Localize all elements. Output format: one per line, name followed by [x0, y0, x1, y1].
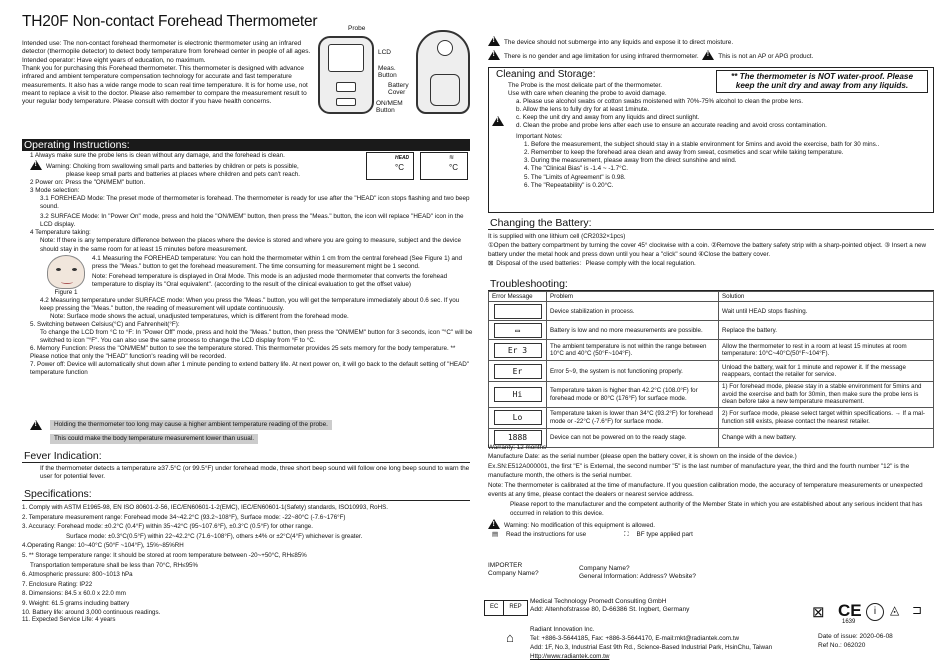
spec-item: 8. Dimensions: 84.5 x 60.0 x 22.0 mm [22, 590, 126, 598]
intended-use: Intended use: The non-contact forehead thermometer is electronic thermometer using an infrared detector (thermopile detector) to detect body temperature from forehead center in people of all ages. [22, 40, 311, 56]
spec-title: Specifications: [22, 488, 470, 501]
op-step: 1 Always make sure the probe lens is clean without any damage, and the forehead is clean. [30, 152, 285, 159]
warranty-line: Warranty: 12 months [488, 444, 547, 451]
on-mem-button [336, 98, 356, 106]
lcd-unit: °C [449, 163, 458, 172]
fever-text: If the thermometer detects a temperature ≥37.5°C (or 99.5°F) under forehead mode, three short beep sound will follow one long beep sound to warn the user for potential fever. [40, 465, 470, 481]
device-back [416, 30, 470, 114]
important-item: 3. During the measurement, please away from the direct sunshine and wind. [524, 157, 737, 165]
calibration-note: Note: The thermometer is calibrated at the time of manufacture. If you question calibration mode, the accuracy of temperature measurements or unexpected events at any time, please contact the dealers or nearest service address. [488, 481, 923, 499]
clean-item: b. Allow the lens to fully dry for at least 1minute. [516, 106, 650, 114]
spec-item: 2. Temperature measurement range: Forehead mode 34~42.2°C (93.2~108°F), Surface mode: -22~80°C (-7.6~176°F) [22, 513, 346, 521]
clean-item: Use with care when cleaning the probe to avoid damage. [508, 90, 667, 98]
clean-item: The Probe is the most delicate part of the thermometer. [508, 82, 662, 89]
warning-text-2: This could make the body temperature measurement lower than usual. [50, 434, 258, 444]
intro-paragraph: Thank you for purchasing this Forehead thermometer. This thermometer is designed with advance infrared and ambient temperature compensation technology for accurate and fast temperature measurements. It also has a wide range mode to scan real time temperature. It is for home use, not meant to replace a visit to the doctor. Please also remember to compare the measurement result to your regular body temperature. Please consult with doctor if you have health concerns. [22, 64, 308, 106]
rep-label: REP [509, 604, 522, 610]
probe-lens [437, 40, 453, 56]
book-icon: ▤ [492, 530, 498, 538]
important-item: 5. The "Limits of Agreement" is 0.98. [524, 173, 626, 181]
solution-cell: 2) For surface mode, please select target within specifications. → If a mal-function still exists, please contact the nearest retailer. [719, 407, 934, 428]
important-title: Important Notes: [516, 133, 563, 141]
important-item: 4. The "Clinical Bias" is -1.4 ~ -1.7°C. [524, 165, 628, 173]
error-code: Lo [494, 410, 542, 425]
manufacturer-website: Http://www.radiantek.com.tw [530, 653, 610, 661]
table-row [489, 340, 934, 361]
clean-item: d. Clean the probe and probe lens after each use to ensure an accurate reading and avoid cross contamination. [516, 122, 827, 130]
importer-company: Company Name? [488, 570, 539, 578]
spec-item: 10. Battery life: around 3,000 continuous readings. [22, 608, 161, 616]
battery-cover [430, 74, 460, 106]
warning-icon [702, 50, 714, 60]
op-substep: 3.1 FOREHEAD Mode: The preset mode of thermometer is forehead. The thermometer is ready for use after the "HEAD" icon stops flashing and two beep sound. [40, 195, 470, 211]
table-row [489, 407, 934, 428]
important-item: 1. Before the measurement, the subject should stay in a stable environment for 5mins and avoid the exercise, bath for 30 mins.. [524, 141, 880, 149]
error-code: Er [494, 364, 542, 379]
op-note: Note: Surface mode shows the actual, unadjusted temperatures, which is different from the forehead mode. [50, 312, 349, 320]
ref-number: Ref No.: 062020 [818, 642, 866, 650]
op-substep: 4.2 Measuring temperature under SURFACE mode: When you press the "Meas." button, you will get the temperature immediately about 0.6 sec. If you keep pressing the "Meas." button, the reading of measurement will update continuously. [40, 296, 460, 312]
problem-cell: Battery is low and no more measurements are possible. [547, 321, 719, 340]
page-title: TH20F Non-contact Forehead Thermometer [22, 13, 318, 30]
spec-item: 3. Accuracy: Forehead mode: ±0.2°C (0.4°F) within 35~42°C (95~107.6°F), ±0.3°C (0.5°F) for other range. [22, 523, 313, 531]
battery-title: Changing the Battery: [488, 217, 934, 230]
meas-button-label: Meas. Button [378, 65, 397, 79]
op-step: 7. Power off: Device will automatically shut down after 1 minute pending to extend battery life. At next power on, it will go back to the default setting of "HEAD" temperature function [30, 360, 470, 377]
battery-disposal: Disposal of the used batteries：Please comply with the local regulation. [496, 260, 696, 268]
warning-gender: There is no gender and age limitation for using infrared thermometer. [504, 53, 699, 61]
importer-label: IMPORTER [488, 562, 523, 569]
spec-item: Transportation temperature shall be less than 70°C, RH≤95% [30, 561, 198, 569]
problem-cell: Temperature taken is lower than 34°C (93.2°F) for forehead mode or -22°C (-7.6°F) for surface mode. [547, 407, 719, 428]
read-ifu: Read the instructions for use [505, 530, 587, 538]
op-substep: To change the LCD from °C to °F: In "Power Off" mode, press and hold the "Meas." button, then press the "ON/MEM" button for 3 seconds, icon "°C" will be switched to icon "°F". You can also use the same process to change the LCD display from °F to °C. [40, 328, 473, 344]
warning-icon [488, 36, 500, 46]
op-warning: Warning: Choking from swallowing small parts and batteries by children or pets is possible, [46, 163, 299, 171]
symbols-row [488, 530, 934, 539]
spec-item: 9. Weight: 61.5 grams including battery [22, 600, 130, 608]
warning-ap: This is not an AP or APG product. [718, 53, 814, 61]
forehead-measure-row [22, 255, 474, 297]
bf-type: BF type applied part [636, 530, 693, 538]
warning-icon [30, 420, 42, 430]
manufacturer-contact: Tel: +886-3-5644185, Fax: +886-3-5644170, E-mail:mkt@radiantek.com.tw [530, 635, 740, 643]
important-notes [508, 133, 928, 189]
low-battery-icon: ▭ [494, 323, 542, 338]
lcd-surface-display [420, 152, 468, 180]
warning-icon [488, 50, 500, 60]
ec-rep-info [530, 598, 689, 615]
battery-steps: ①Open the battery compartment by turning the cover 45° clockwise with a coin. ②Remove the battery safety strip with a sharp-pointed object. ③ Insert a new battery under the metal hook and press down until you hear a "click" sound ④Close the battery cover. [488, 242, 927, 259]
problem-cell: Device stabilization in process. [547, 302, 719, 321]
problem-cell: The ambient temperature is not within the range between 10°C and 40°C (50°F~104°F). [547, 340, 719, 361]
probe-label: Probe [348, 25, 366, 32]
table-row [489, 361, 934, 382]
op-step: 5. Switching between Celsius(°C) and Fahrenheit(°F): [30, 320, 180, 328]
wifi-icon: ≋ [449, 155, 455, 161]
solution-cell: Replace the battery. [719, 321, 934, 340]
solution-cell: Unload the battery, wait for 1 minute and repower it. If the message reappears, contact the retailer for service. [719, 361, 934, 382]
face-figure-icon [47, 255, 85, 289]
th-solution: Solution [719, 292, 934, 302]
manufacture-date: Manufacture Date: as the serial number (please open the battery cover, it is shown on the inside of the device.) [488, 453, 797, 461]
manufacturer-info [530, 625, 772, 662]
cleaning-list [508, 82, 928, 190]
on-mem-label: ON/MEM Button [376, 100, 403, 114]
ce-mark-icon: CE [838, 601, 862, 620]
op-note: Note: Forehead temperature is displayed in Oral Mode. This mode is an adjusted mode thermometer that converts the forehead temperature to display its "Oral equivalent". (according to the result of the clinical evaluation to get the offset value) [92, 272, 448, 288]
warranty-block [488, 443, 934, 539]
spec-item: Surface mode: ±0.3°C(0.5°F) within 22~42.2°C (71.6~108°F), others ±4% or ±2°C(4°F) whichever is greater. [66, 532, 363, 540]
lcd-label: LCD [378, 49, 392, 56]
figure-label: Figure 1 [54, 288, 78, 296]
solution-cell: 1) For forehead mode, please stay in a stable environment for 5mins and avoid the exercise and bath for 30min, then make sure the probe lens is clean before take a new temperature measurement. [719, 382, 934, 407]
spec-item: 1. Comply with ASTM E1965-98, EN ISO 80601-2-56, IEC/EN60601-1-2(EMC), IEC/EN60601-1(Safety) standards, ISO10993, RoHS. [22, 504, 388, 511]
clean-item: c. Keep the unit dry and away from any liquids and direct sunlight. [516, 114, 700, 122]
th-problem: Problem [547, 292, 719, 302]
intro-block [22, 40, 314, 107]
op-step: 6. Memory Function: Press the "ON/MEM" button to see the temperature stored. This thermometer provides 25 sets memory for the body temperature. ** Please notice that only the "HEAD" function's reading will be recorded. [30, 344, 456, 360]
table-row [489, 321, 934, 340]
company-name: Company Name? [579, 565, 630, 572]
spec-item: 4.Operating Range: 10~40°C (50°F ~104°F), 15%~85%RH [22, 542, 184, 550]
op-step: 3 Mode selection: [30, 187, 80, 195]
temperature-limit-icon: ⊐ [912, 603, 923, 617]
problem-cell: Error 5~9, the system is not functioning properly. [547, 361, 719, 382]
spec-item: 5. ** Storage temperature range: It should be stored at room temperature between -20~+50°C, RH≤85% [22, 552, 307, 560]
clean-title: Cleaning and Storage: [496, 69, 596, 80]
important-item: 2. Remember to keep the forehead area clean and away from sweat, cosmetics and scar while taking temperature. [524, 149, 844, 157]
issue-info [818, 632, 893, 651]
error-code: 1888 [494, 430, 542, 445]
battery-cover-label: Battery Cover [388, 82, 409, 96]
bf-icon: ⛶ [624, 530, 629, 538]
lcd-screen [328, 44, 364, 72]
issue-date: Date of issue: 2020-06-08 [818, 633, 893, 640]
manufacturer-address: Add: 1F, No.3, Industrial East 9th Rd., Science-Based Industrial Park, HsinChu, Taiwan [530, 644, 773, 652]
problem-cell: Device can not be powered on to the ready stage. [547, 428, 719, 447]
modification-warning: Warning: No modification of this equipment is allowed. [504, 521, 655, 529]
operating-title: Operating Instructions: [22, 139, 470, 151]
bin-icon: ⊠ [488, 260, 494, 268]
solution-cell: Wait until HEAD stops flashing. [719, 302, 934, 321]
factory-icon: ⌂ [506, 630, 514, 645]
op-step: 4 Temperature taking: [30, 229, 91, 237]
figure-1 [44, 255, 88, 297]
th-error: Error Message [489, 292, 547, 302]
warning-submerge: The device should not submerge into any liquids and expose it to direct moisture. [504, 39, 734, 46]
weee-bin-icon: ⊠ [812, 604, 825, 621]
serial-explanation: Ex.SN:E512A000001, the first "E" is External, the second number "5" is the last number of manufacture year, the third and the fourth number "12" is the manufacture month, the others is the serial number. [488, 462, 910, 480]
incident-note: Please report to the manufacturer and the competent authority of the Member State in which you are established about any serious incident that has occurred in relation to this device. [510, 500, 923, 518]
lcd-head-display [366, 152, 414, 180]
trouble-table [488, 291, 934, 448]
general-info: General Information: Address? Website? [579, 573, 696, 581]
trouble-title: Troubleshooting: [488, 278, 934, 291]
waterproof-note: ** The thermometer is NOT water-proof. Please keep the unit dry and away from any liquids. [716, 70, 928, 93]
info-icon: i [866, 603, 884, 621]
device-front [318, 36, 374, 114]
warning-box [22, 420, 474, 444]
problem-cell: Temperature taken is higher than 42.2°C (108.0°F) for forehead mode or 80°C (176°F) for surface mode. [547, 382, 719, 407]
warning-icon [492, 116, 504, 126]
importer-info [579, 565, 696, 582]
op-warning-cont: please keep small parts and batteries at places where children and pets can't reach. [66, 171, 300, 179]
solution-cell: Allow the thermometer to rest in a room at least 15 minutes at room temperature: 10°C~40°C(50°F~104°F). [719, 340, 934, 361]
warning-icon [488, 519, 500, 529]
warning-text: Holding the thermometer too long may cause a higher ambient temperature reading of the probe. [50, 420, 332, 430]
device-diagram [318, 25, 488, 120]
importer-block [488, 562, 539, 579]
battery-block [488, 232, 934, 269]
ec-rep-icon [484, 600, 528, 616]
error-code: Hi [494, 387, 542, 402]
spec-list [22, 503, 474, 624]
meas-button [336, 82, 356, 92]
ce-number: 1639 [842, 619, 856, 625]
fever-title: Fever Indication: [22, 450, 470, 463]
trouble-table-wrap [488, 291, 934, 448]
error-code: Er 3 [494, 343, 542, 358]
clean-item: a. Please use alcohol swabs or cotton swabs moistened with 70%-75% alcohol to clean the probe lens. [516, 98, 804, 106]
warning-icon [30, 160, 42, 170]
table-row [489, 302, 934, 321]
manufacturer-name: Radiant Innovation Inc. [530, 626, 595, 633]
spec-item: 11. Expected Service Life: 4 years [22, 616, 116, 624]
op-substep: 4.1 Measuring the FOREHEAD temperature: You can hold the thermometer within 1 cm from the central forehead (See Figure 1) and press the "Meas." button to get the forehead measurement. The time consuming for measurement might be 1 second. [92, 254, 462, 270]
lcd-unit: °C [395, 163, 404, 172]
solution-cell: Change with a new battery. [719, 428, 934, 447]
battery-line: It is supplied with one lithium cell (CR2032×1pcs) [488, 233, 626, 240]
ec-label: EC [485, 601, 504, 615]
operating-block [22, 152, 474, 377]
ec-rep-name: Medical Technology Promedt Consulting GmbH [530, 598, 667, 605]
warning-row [22, 420, 474, 430]
op-note: Note: If there is any temperature difference between the places where the device is stored and where you are going to measure, subject and the device should stay in the same room for at least 15 minutes before measurement. [40, 237, 461, 253]
op-step: 2 Power on: Press the "ON/MEM" button. [30, 179, 146, 187]
spec-item: 6. Atmospheric pressure: 800~1013 hPa [22, 571, 133, 579]
op-substep: 3.2 SURFACE Mode: In "Power On" mode, press and hold the "ON/MEM" button, then press the "Meas." button, the icon will replace "HEAD" icon in the LCD display. [40, 213, 464, 229]
intended-operator: Intended operator: Have eight years of education, no maximum. [22, 56, 206, 64]
forehead-measure-text [92, 255, 474, 297]
right-warnings [488, 36, 928, 61]
ec-rep-address: Add: Altenhofstrasse 80, D-66386 St. Ingbert, Germany [530, 606, 690, 614]
lcd-blank-icon [494, 304, 542, 319]
important-item: 6. The "Repeatability" is 0.20°C. [524, 181, 614, 189]
humidity-icon: ◬ [890, 603, 900, 617]
lcd-head-text: HEAD [395, 155, 410, 161]
spec-item: 7. Enclosure Rating: IP22 [22, 580, 93, 588]
table-row [489, 382, 934, 407]
